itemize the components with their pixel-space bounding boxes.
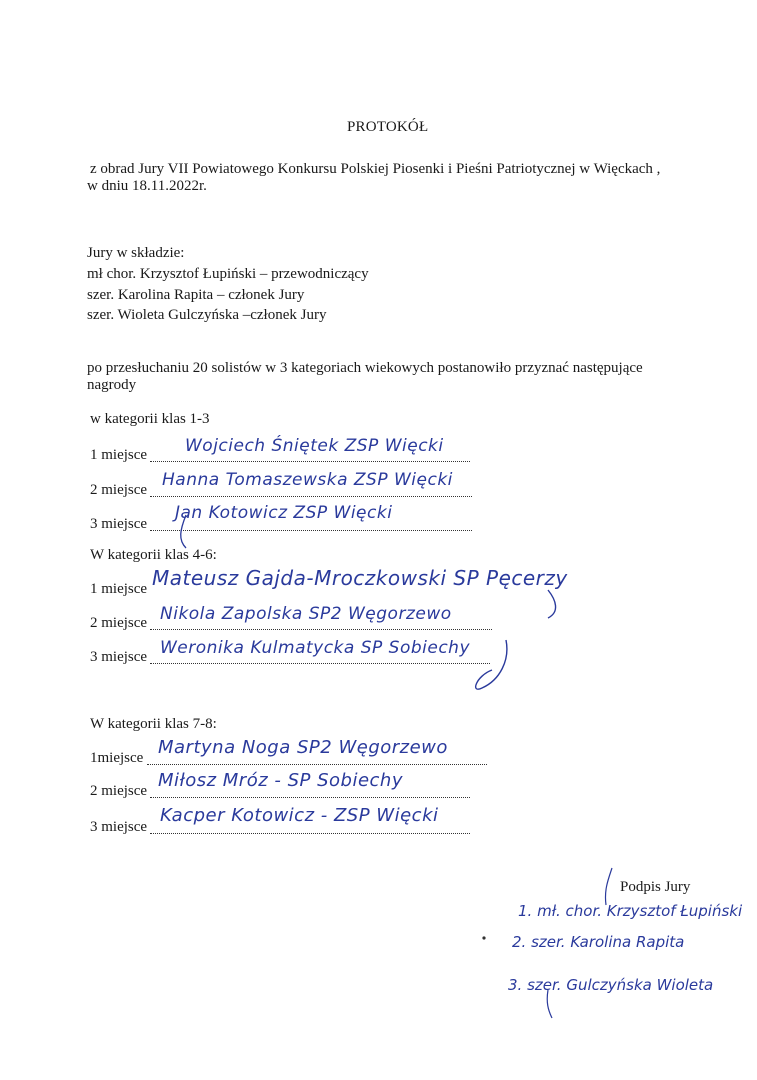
place-label: 2 miejsce xyxy=(90,615,148,631)
place-label: 2 miejsce xyxy=(90,482,148,498)
signature-line-1: 1. mł. chor. Krzysztof Łupiński xyxy=(518,902,743,920)
place-label: 3 miejsce xyxy=(90,819,148,835)
jury-member-3: szer. Wioleta Gulczyńska –członek Jury xyxy=(87,307,327,323)
handwritten-winner: Weronika Kulmatycka SP Sobiechy xyxy=(160,638,471,658)
category-heading-3: W kategorii klas 7-8: xyxy=(90,716,217,732)
category-heading-2: W kategorii klas 4-6: xyxy=(90,547,217,563)
handwritten-winner: Hanna Tomaszewska ZSP Więcki xyxy=(162,470,453,490)
place-label: 2 miejsce xyxy=(90,783,148,799)
place-label: 3 miejsce xyxy=(90,516,148,532)
place-label: 1 miejsce xyxy=(90,447,148,463)
intro-line-2: w dniu 18.11.2022r. xyxy=(87,178,207,194)
place-label: 1miejsce xyxy=(90,750,144,766)
handwritten-winner: Mateusz Gajda-Mroczkowski SP Pęcerzy xyxy=(152,566,568,590)
signature-line-3: 3. szer. Gulczyńska Wioleta xyxy=(508,976,714,994)
category-heading-1: w kategorii klas 1-3 xyxy=(90,411,210,427)
handwritten-winner: Nikola Zapolska SP2 Węgorzewo xyxy=(160,604,452,624)
decision-line-2: nagrody xyxy=(87,377,137,393)
handwritten-winner: Jan Kotowicz ZSP Więcki xyxy=(175,503,393,523)
place-label: 3 miejsce xyxy=(90,649,148,665)
jury-member-2: szer. Karolina Rapita – członek Jury xyxy=(87,287,305,303)
signature-line-2: 2. szer. Karolina Rapita xyxy=(512,933,685,951)
handwritten-winner: Kacper Kotowicz - ZSP Więcki xyxy=(160,805,439,826)
intro-line-1: z obrad Jury VII Powiatowego Konkursu Polskiej Piosenki i Pieśni Patriotycznej w Więckach , xyxy=(90,161,661,177)
document-title: PROTOKÓŁ xyxy=(347,119,429,135)
handwritten-winner: Martyna Noga SP2 Węgorzewo xyxy=(158,737,448,758)
jury-member-1: mł chor. Krzysztof Łupiński – przewodniczący xyxy=(87,266,369,282)
signature-heading: Podpis Jury xyxy=(620,879,691,895)
handwritten-winner: Miłosz Mróz - SP Sobiechy xyxy=(158,770,403,791)
handwritten-winner: Wojciech Śniętek ZSP Więcki xyxy=(185,436,444,456)
place-label: 1 miejsce xyxy=(90,581,148,597)
decision-line-1: po przesłuchaniu 20 solistów w 3 kategoriach wiekowych postanowiło przyznać następujące xyxy=(87,360,643,376)
jury-heading: Jury w składzie: xyxy=(87,245,185,261)
